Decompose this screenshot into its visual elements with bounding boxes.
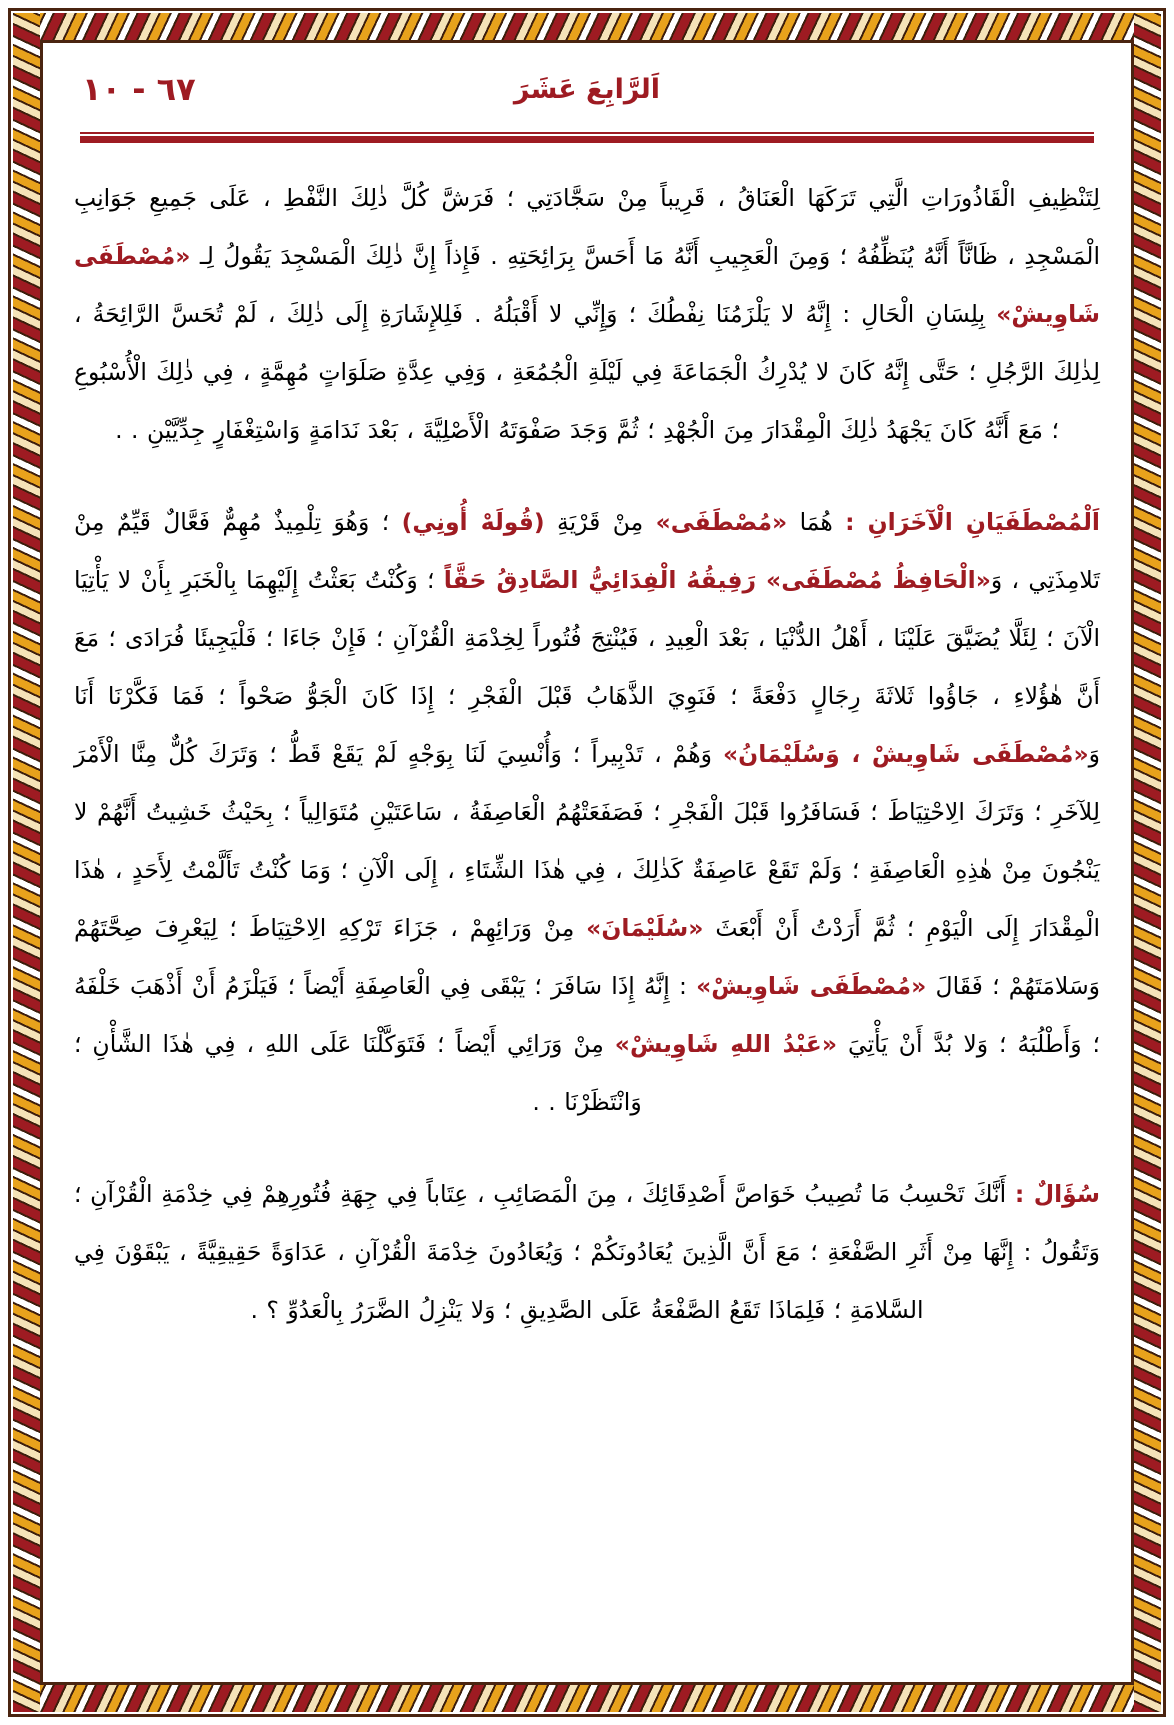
paragraph-2	[74, 493, 1100, 1131]
highlighted-name: «مُصْطَفَى شَاوِيشْ»	[696, 972, 927, 1000]
paragraph-lead-label: سُؤَالٌ :	[1014, 1180, 1100, 1208]
text-run: مِنْ وَرَائِهِمْ ، جَزَاءَ تَرْكِهِ الِاحْتِيَاطَ ؛ لِيَعْرِفَ صِحَّتَهُمْ وَسَلامَتَهُمْ ؛ فَقَالَ	[74, 914, 1100, 1000]
highlighted-name: «سُلَيْمَانَ»	[586, 914, 704, 942]
highlighted-name: (قُولَهْ أُونِي)	[401, 508, 545, 536]
chapter-title: اَلرَّابِعَ عَشَرَ	[513, 74, 661, 105]
highlighted-name: «مُصْطَفَى شَاوِيشْ ، وَسُلَيْمَانُ»	[722, 740, 1089, 768]
text-run: أَنَّكَ تَحْسِبُ مَا تُصِيبُ خَوَاصَّ أَصْدِقَائِكَ ، مِنَ الْمَصَائِبِ ، عِتَاباً فِي جِهَةِ فُتُورِهِمْ فِي خِدْمَةِ الْقُرْآنِ ؛ وَتَقُولُ : إِنَّهَا مِنْ أَثَرِ الصَّفْعَةِ ؛ مَعَ أَنَّ الَّذِينَ يُعَادُونَكُمْ ؛ وَيُعَادُونَ خِدْمَةَ الْقُرْآنِ ، عَدَاوَةً حَقِيقِيَّةً ، يَبْقَوْنَ فِي السَّلامَةِ ؛ فَلِمَاذَا تَقَعُ الصَّفْعَةُ عَلَى الصَّدِيقِ ؛ وَلا يَنْزِلُ الضَّرَرُ بِالْعَدُوِّ ؟ .	[74, 1180, 1100, 1324]
page-header	[74, 68, 1100, 130]
paragraph-lead-label: اَلْمُصْطَفَيَانِ الْآخَرَانِ :	[845, 508, 1100, 536]
highlighted-name: «الْحَافِظُ مُصْطَفَى» رَفِيقُهُ الْفِدَائِيُّ الصَّادِقُ حَقَّاً	[443, 566, 991, 594]
text-run: ؛ وَكُنْتُ بَعَثْتُ إِلَيْهِمَا بِالْخَبَرِ بِأَنْ لا يَأْتِيَا الْآنَ ؛ لِئَلَّا يُضَيَّقَ عَلَيْنَا ، أَهْلُ الدُّنْيَا ، بَعْدَ الْعِيدِ ، فَيُنْتِجَ فُتُوراً لِخِدْمَةِ الْقُرْآنِ ؛ فَإِنْ جَاءَا ؛ فَلْيَجِيئَا فُرَادَى ؛ مَعَ أَنَّ هٰؤُلاءِ ، جَاؤُوا ثَلاثَةَ رِجَالٍ دَفْعَةً ؛ فَنَوِيَ الذَّهَابُ قَبْلَ الْفَجْرِ ؛ إِذَا كَانَ الْجَوُّ صَحْواً ؛ فَمَا فَكَّرْنَا أَنَا وَ	[74, 566, 1100, 768]
ornamental-border-bottom	[13, 1685, 1161, 1712]
text-run: بِلِسَانِ الْحَالِ : إِنَّهُ لا يَلْزَمُنَا نِفْطُكَ ؛ وَإِنِّي لا أَقْبَلُهُ . فَلِلإِشَارَةِ إِلَى ذٰلِكَ ، لَمْ تُحَسَّ الرَّائِحَةُ ، لِذٰلِكَ الرَّجُلِ ؛ حَتَّى إِنَّهُ كَانَ لا يُدْرِكُ الْجَمَاعَةَ فِي لَيْلَةِ الْجُمُعَةِ ، وَفِي عِدَّةِ صَلَوَاتٍ مُهِمَّةٍ ، فِي ذٰلِكَ الْأُسْبُوعِ ؛ مَعَ أَنَّهُ كَانَ يَجْهَدُ ذٰلِكَ الْمِقْدَارَ مِنَ الْجُهْدِ ؛ ثُمَّ وَجَدَ صَفْوَتَهُ الْأَصْلِيَّةَ ، بَعْدَ نَدَامَةٍ وَاسْتِغْفَارٍ جِدِّيَّيْنِ . .	[74, 300, 1100, 444]
text-run: ؛ وَهُوَ تِلْمِيذٌ مُهِمٌّ فَعَّالٌ قَيِّمٌ مِنْ تَلامِذَتِي ، وَ	[74, 508, 1100, 594]
text-run: مِنْ وَرَائِي أَيْضاً ؛ فَتَوَكَّلْنَا عَلَى اللهِ ، فِي هٰذَا الشَّأْنِ ؛ وَانْتَظَرْنَا . .	[74, 1030, 642, 1116]
page-number: ٦٧ - ١٠	[82, 70, 196, 108]
paragraph-3	[74, 1165, 1100, 1339]
page-content	[46, 46, 1128, 1679]
bottom-spacer	[74, 1373, 1100, 1413]
highlighted-name: «عَبْدُ اللهِ شَاوِيشْ»	[614, 1030, 838, 1058]
ornamental-border-left	[13, 13, 40, 1712]
highlighted-name: «مُصْطَفَى شَاوِيشْ»	[74, 242, 1100, 328]
text-run: : إِنَّهُ إِذَا سَافَرَ ؛ يَبْقَى فِي الْعَاصِفَةِ أَيْضاً ؛ فَيَلْزَمُ أَنْ أَذْهَبَ خَلْفَهُ ؛ وَأَطْلُبَهُ ؛ وَلا بُدَّ أَنْ يَأْتِيَ	[74, 972, 1100, 1058]
text-run: لِتَنْظِيفِ الْقَاذُورَاتِ الَّتِي تَرَكَهَا الْعَنَاقُ ، قَرِيباً مِنْ سَجَّادَتِي ؛ فَرَشَّ كُلَّ ذٰلِكَ النَّفْطِ ، عَلَى جَمِيعِ جَوَانِبِ الْمَسْجِدِ ، ظَانَّاً أَنَّهُ يُنَظِّفُهُ ؛ وَمِنَ الْعَجِيبِ أَنَّهُ مَا أَحَسَّ بِرَائِحَتِهِ . فَإِذاً إِنَّ ذٰلِكَ الْمَسْجِدَ يَقُولُ لِـ	[74, 184, 1100, 270]
text-run: مِنْ قَرْيَةِ	[544, 508, 656, 536]
body-text	[74, 169, 1100, 1339]
header-divider	[80, 132, 1094, 143]
text-run: هُمَا	[787, 508, 846, 536]
divider-thick-line	[80, 136, 1094, 143]
ornamental-border-top	[13, 13, 1161, 40]
highlighted-name: «مُصْطَفَى»	[655, 508, 788, 536]
text-run: وَهُمْ ، تَدْبِيراً ؛ وَأُنْسِيَ لَنَا بِوَجْهٍ لَمْ يَقَعْ قَطُّ ؛ وَتَرَكَ كُلٌّ مِنَّا الْأَمْرَ لِلآخَرِ ؛ وَتَرَكَ الِاحْتِيَاطَ ؛ فَسَافَرُوا قَبْلَ الْفَجْرِ ؛ فَصَفَعَتْهُمُ الْعَاصِفَةُ ، سَاعَتَيْنِ مُتَوَالِياً ؛ بِحَيْثُ خَشِيتُ أَنَّهُمْ لا يَنْجُونَ مِنْ هٰذِهِ الْعَاصِفَةِ ؛ وَلَمْ تَقَعْ عَاصِفَةٌ كَذٰلِكَ ، فِي هٰذَا الشِّتَاءِ ، إِلَى الْآنِ ؛ وَمَا كُنْتُ تَأَلَّمْتُ لِأَحَدٍ ، هٰذَا الْمِقْدَارَ إِلَى الْيَوْمِ ؛ ثُمَّ أَرَدْتُ أَنْ أَبْعَثَ	[74, 740, 1100, 942]
ornamental-border-right	[1134, 13, 1161, 1712]
paragraph-1	[74, 169, 1100, 459]
